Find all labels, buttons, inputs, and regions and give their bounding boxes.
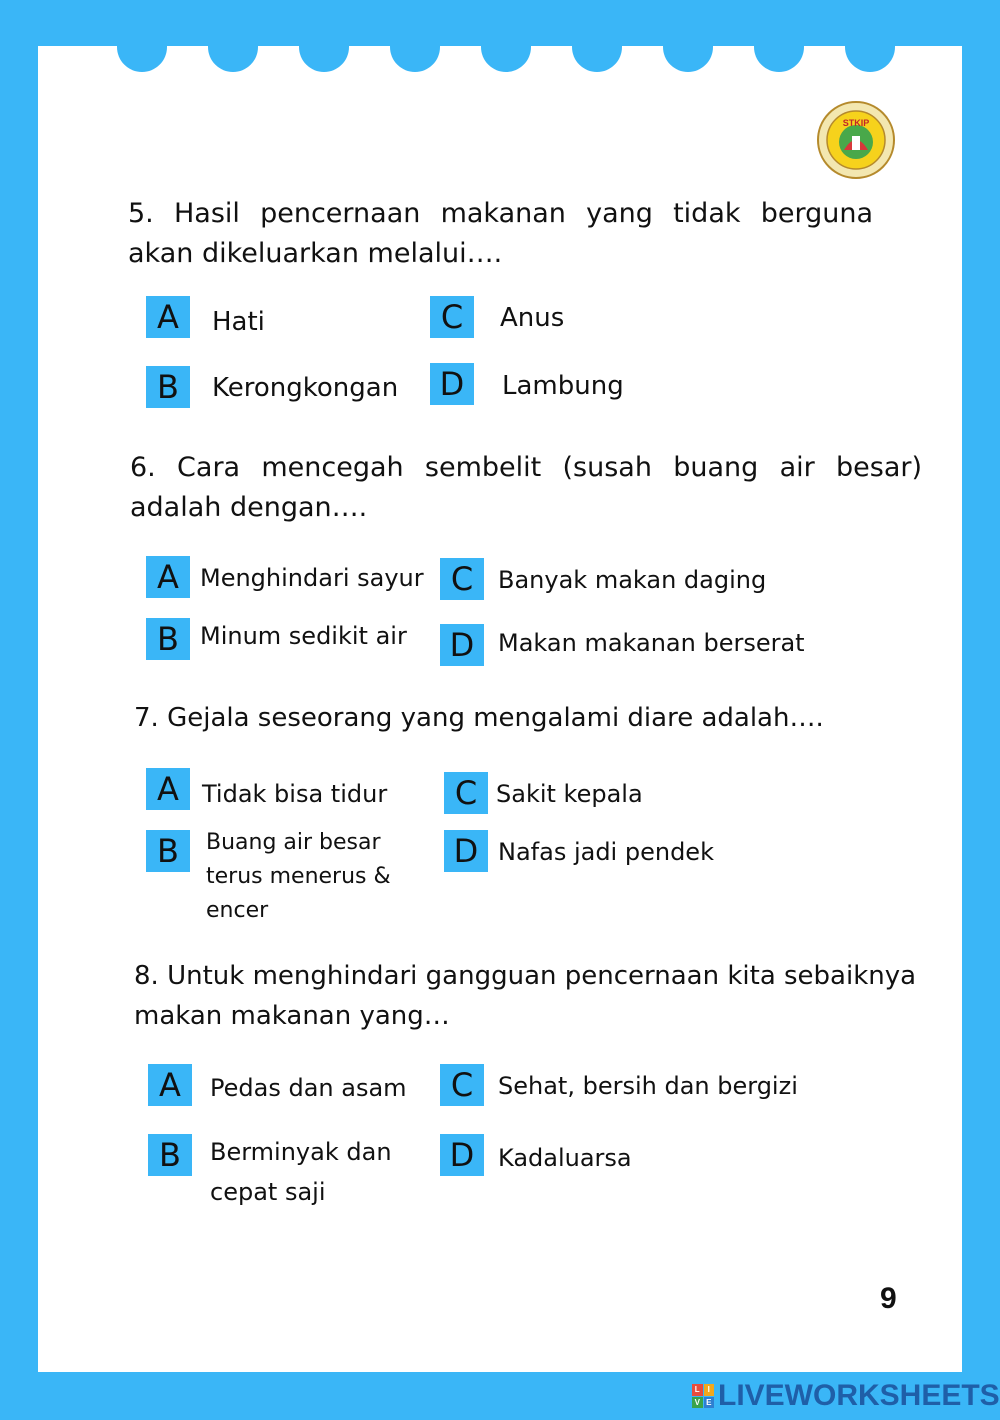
option-a-label: Hati xyxy=(212,307,265,337)
option-d-box[interactable]: D xyxy=(430,363,474,405)
option-d-label: Kadaluarsa xyxy=(498,1144,632,1172)
option-a-label: Menghindari sayur xyxy=(200,564,424,592)
option-a-label: Tidak bisa tidur xyxy=(202,780,388,808)
option-d-label: Nafas jadi pendek xyxy=(498,838,714,866)
liveworksheets-brand[interactable] xyxy=(692,1378,1000,1414)
option-b-label: Kerongkongan xyxy=(212,373,399,403)
question-5-text: 5. Hasil pencernaan makanan yang tidak berguna akan dikeluarkan melalui…. xyxy=(128,198,873,269)
option-a-box[interactable]: A xyxy=(148,1064,192,1106)
option-c-box[interactable]: C xyxy=(440,1064,484,1106)
option-b-box[interactable]: B xyxy=(146,830,190,872)
question-8-text: 8. Untuk menghindari gangguan pencernaan kita sebaiknya makan makanan yang… xyxy=(134,961,917,1031)
stkip-seal-logo xyxy=(815,100,897,180)
option-b-label: Berminyak dan cepat saji xyxy=(210,1138,392,1206)
option-d-label: Makan makanan berserat xyxy=(498,629,805,657)
option-b-box[interactable]: B xyxy=(146,618,190,660)
logo-text: STKIP xyxy=(842,118,870,128)
option-c-box[interactable]: C xyxy=(440,558,484,600)
option-c-box[interactable]: C xyxy=(430,296,474,338)
option-c-label: Sakit kepala xyxy=(496,780,643,808)
option-a-box[interactable]: A xyxy=(146,768,190,810)
option-a-box[interactable]: A xyxy=(146,296,190,338)
option-b-label: Minum sedikit air xyxy=(200,622,407,650)
page-number: 9 xyxy=(880,1282,897,1315)
option-d-label: Lambung xyxy=(502,371,624,401)
option-a-box[interactable]: A xyxy=(146,556,190,598)
liveworksheets-logo-icon: L I V E xyxy=(692,1384,714,1408)
option-d-box[interactable]: D xyxy=(444,830,488,872)
brand-text: LIVEWORKSHEETS xyxy=(718,1379,1000,1412)
option-c-label: Banyak makan daging xyxy=(498,566,767,594)
option-b-label: Buang air besar terus menerus & encer xyxy=(206,830,391,923)
question-6-text: 6. Cara mencegah sembelit (susah buang air besar) adalah dengan…. xyxy=(130,452,922,523)
option-b-box[interactable]: B xyxy=(148,1134,192,1176)
option-b-box[interactable]: B xyxy=(146,366,190,408)
option-d-box[interactable]: D xyxy=(440,1134,484,1176)
option-c-label: Anus xyxy=(500,303,565,333)
option-c-box[interactable]: C xyxy=(444,772,488,814)
option-c-label: Sehat, bersih dan bergizi xyxy=(498,1072,798,1100)
option-a-label: Pedas dan asam xyxy=(210,1074,407,1102)
option-d-box[interactable]: D xyxy=(440,624,484,666)
question-7-text: 7. Gejala seseorang yang mengalami diare adalah…. xyxy=(134,703,824,733)
